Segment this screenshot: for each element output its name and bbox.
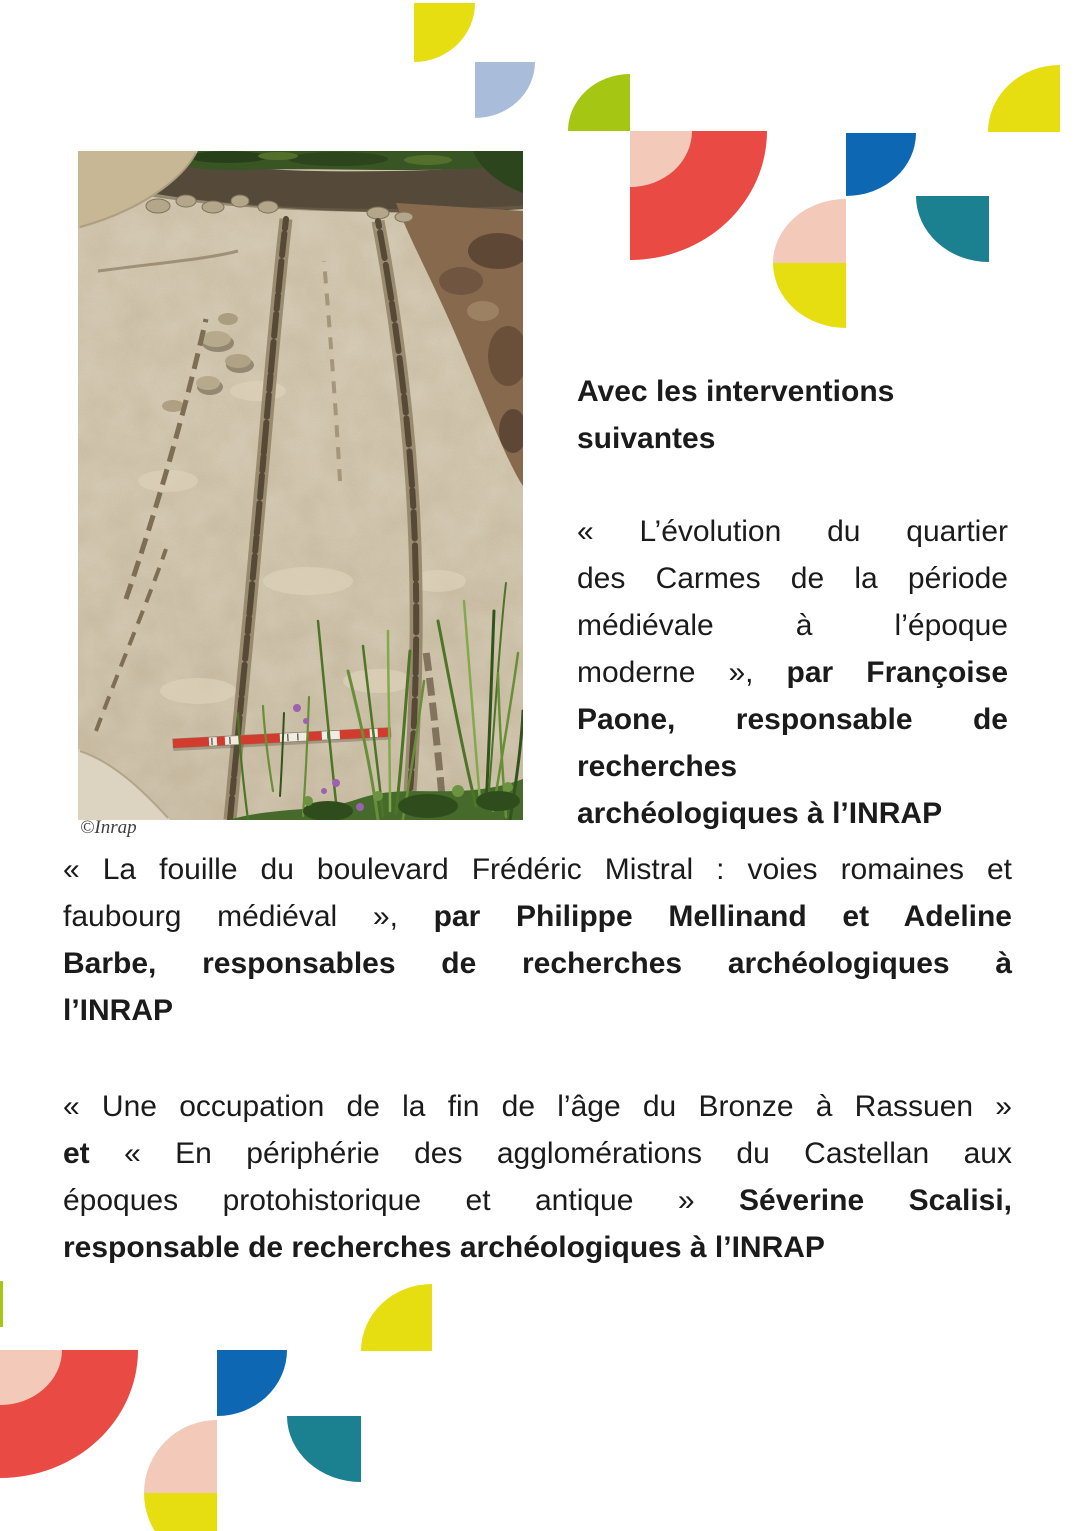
decor-semicircle-yellow-bottom xyxy=(773,263,846,328)
speaker-paragraph-2 xyxy=(63,846,1012,1034)
text-run: moderne », xyxy=(577,656,754,689)
text-line xyxy=(63,1177,1012,1224)
decor-quarter-teal-bottom xyxy=(287,1416,361,1482)
text-line xyxy=(577,602,1008,649)
text-run: des Carmes de la période xyxy=(577,562,1008,595)
text-line xyxy=(63,1224,1012,1271)
bold-text-run: suivantes xyxy=(577,422,716,455)
decor-quarter-yellow-topright xyxy=(988,65,1060,132)
bold-text-run: Paone, responsable de xyxy=(577,703,1008,736)
decor-quarter-blue-bottom xyxy=(217,1350,287,1416)
right-column xyxy=(577,368,1008,837)
text-line xyxy=(577,555,1008,602)
bold-text-run: l’INRAP xyxy=(63,994,174,1027)
excavation-photo xyxy=(78,151,523,820)
decor-quarter-periwinkle xyxy=(475,62,535,118)
text-run: époques protohistorique et antique » xyxy=(63,1184,695,1217)
text-line xyxy=(63,987,1012,1034)
decor-quarter-teal xyxy=(916,196,989,262)
text-line xyxy=(577,415,1008,462)
text-line xyxy=(577,790,1008,837)
decor-semicircle-pink-top xyxy=(773,199,846,263)
bold-text-run: recherches xyxy=(577,750,738,783)
bold-text-run: et xyxy=(63,1137,90,1170)
text-line xyxy=(577,696,1008,743)
bold-text-run: Séverine Scalisi, xyxy=(694,1184,1013,1217)
decor-quarter-yellow-topleft xyxy=(414,3,475,62)
text-run: « Une occupation de la fin de l’âge du Bronze à Rassuen » xyxy=(63,1090,1012,1123)
photo-credit: ©Inrap xyxy=(80,817,137,838)
text-line xyxy=(577,649,1008,696)
text-run: médiévale à l’époque xyxy=(577,609,1008,642)
text-line xyxy=(63,940,1012,987)
bold-text-run: Barbe, responsables de recherches archéologiques à xyxy=(63,947,1012,980)
text-line xyxy=(63,1083,1012,1130)
text-line xyxy=(577,508,1008,555)
decor-quarter-green-edge xyxy=(0,1281,3,1327)
decor-quarter-green xyxy=(568,74,630,131)
text-line xyxy=(577,368,1008,415)
text-run: faubourg médiéval », xyxy=(63,900,398,933)
text-run: « L’évolution du quartier xyxy=(577,515,1008,548)
text-run: « La fouille du boulevard Frédéric Mistral : voies romaines et xyxy=(63,853,1012,886)
intro-heading xyxy=(577,368,1008,462)
bold-text-run: archéologiques à l’INRAP xyxy=(577,797,943,830)
bold-text-run: responsable de recherches archéologiques à l’INRAP xyxy=(63,1231,825,1264)
decor-semicircle-yellow-bottom-bottomcluster xyxy=(144,1493,217,1531)
text-line xyxy=(63,893,1012,940)
speaker-paragraph-3 xyxy=(63,1083,1012,1271)
decor-quarter-yellow-bottom xyxy=(361,1284,432,1351)
bold-text-run: Avec les interventions xyxy=(577,375,895,408)
bold-text-run: par Philippe Mellinand et Adeline xyxy=(397,900,1012,933)
spacer xyxy=(577,462,1008,508)
decor-semicircle-pink-top-bottomcluster xyxy=(144,1420,217,1493)
decor-quarter-blue xyxy=(846,133,916,196)
text-line xyxy=(63,1130,1012,1177)
text-line xyxy=(577,743,1008,790)
speaker-paragraph-1 xyxy=(577,508,1008,837)
text-line xyxy=(63,846,1012,893)
bold-text-run: par Françoise xyxy=(753,656,1008,689)
text-run: « En périphérie des agglomérations du Castellan aux xyxy=(89,1137,1012,1170)
